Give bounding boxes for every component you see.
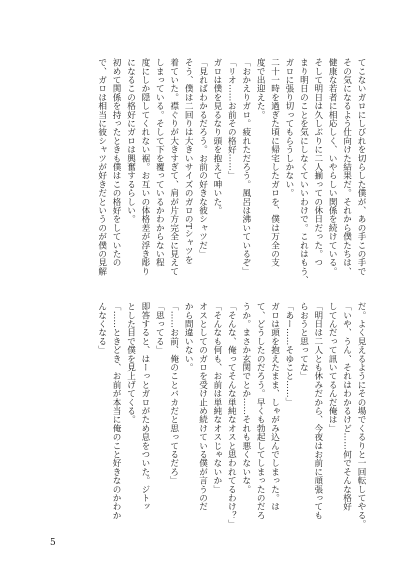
text-line: で、ガロは相当に彼シャツが好きだというのが僕の見解 xyxy=(96,58,107,276)
text-line: 「思ってる」 xyxy=(154,302,165,355)
text-line: らおうと思ってな」 xyxy=(298,302,309,381)
text-line: 健康な若者に相応しく、いやらしい関係を続けている。 xyxy=(327,58,338,276)
text-line: とした目で僕を見上げてくる。 xyxy=(125,302,136,424)
text-line: 「明日は二人とも休みだから、今夜はお前に頑張っても xyxy=(312,302,323,520)
text-line: 着ていた。襟ぐりが大きすぎて、肩が片方完全に見えて xyxy=(168,58,179,276)
text-line: しまっている。そして下を覆っているかわからない程 xyxy=(154,58,165,267)
text-line: て、どうしたのだろう。早くも勃起してしまったのだろ xyxy=(255,302,266,520)
text-line: 「……お前、俺のことバカだと思ってるだろ」 xyxy=(168,302,179,485)
text-line: そして明日は久しぶりに二人揃っての休日だった。つ xyxy=(312,58,323,267)
text-line: ガロは頭を抱えたまま、しゃがみ込んでしまった。は xyxy=(269,302,280,511)
text-block-top xyxy=(28,58,368,298)
text-line: してんだって訊いてるんだ俺は」 xyxy=(327,302,338,433)
text-line: その気になるよう仕向けた結果だ。それから僕たちは、 xyxy=(341,58,352,276)
text-line: ガロに張り切ってもらうしかない。 xyxy=(283,58,294,198)
text-line: 「見ればわかるだろう。お前の好きな彼シャツだ」 xyxy=(197,58,208,259)
text-line: 「……ときどき、お前が本当に俺のこと好きなのかわか xyxy=(111,302,122,520)
text-line: そう、僕は二回りは大きいサイズのガロのTシャツを xyxy=(183,58,194,264)
text-line: んなくなる」 xyxy=(96,302,107,355)
text-line: オスとしてのガロを受け止め続けている僕が言うのだ xyxy=(197,302,208,511)
text-line: になるこの格好にガロは興奮するらしい。 xyxy=(125,58,136,224)
text-line: 度で出迎えた。 xyxy=(255,58,266,119)
text-line: 「いや、うん、それはわかるけど……何でそんな格好 xyxy=(341,302,352,511)
text-block-bottom xyxy=(28,302,368,542)
page-number: 5 xyxy=(50,538,56,548)
text-line: まり明日のことを気にしなくていいわけで。これはもう、 xyxy=(298,58,309,285)
text-line: てこないガロにしびれを切らした僕が、あの手この手で xyxy=(356,58,366,276)
text-line: 度にしか隠してくれない裾。お互いの体格差が浮き彫り xyxy=(139,58,150,276)
text-line: 「あー……そゆこと……」 xyxy=(283,302,294,407)
text-line: から間違いない。 xyxy=(183,302,194,372)
text-line: 「そんな、俺ってそんな単純なオスと思われてるわけ？」 xyxy=(226,302,237,529)
text-line: 初めて関係を持ったときも僕はこの格好をしていたの xyxy=(111,58,122,267)
text-line: 「おかえりガロ。疲れただろう。風呂は沸いているぞ」 xyxy=(240,58,251,276)
text-line: 二十一時を過ぎた頃に帰宅したガロを、僕は万全の支 xyxy=(269,58,280,267)
text-line: 「リオ……お前その格好……」 xyxy=(226,58,237,180)
text-line: うか。まさか玄関でとか……それも悪くないな。 xyxy=(240,302,251,494)
text-line: 「そんなも何も、お前は単純なオスじゃないか」 xyxy=(211,302,222,494)
text-line: 即答すると、はーっとガロがため息をついた。ジトッ xyxy=(139,302,150,511)
text-line: ガロは僕を見るなり頭を抱えて呻いた。 xyxy=(211,58,222,215)
text-line: だ。よく見えるようにその場でくるりと一回転してやる。 xyxy=(356,302,366,529)
